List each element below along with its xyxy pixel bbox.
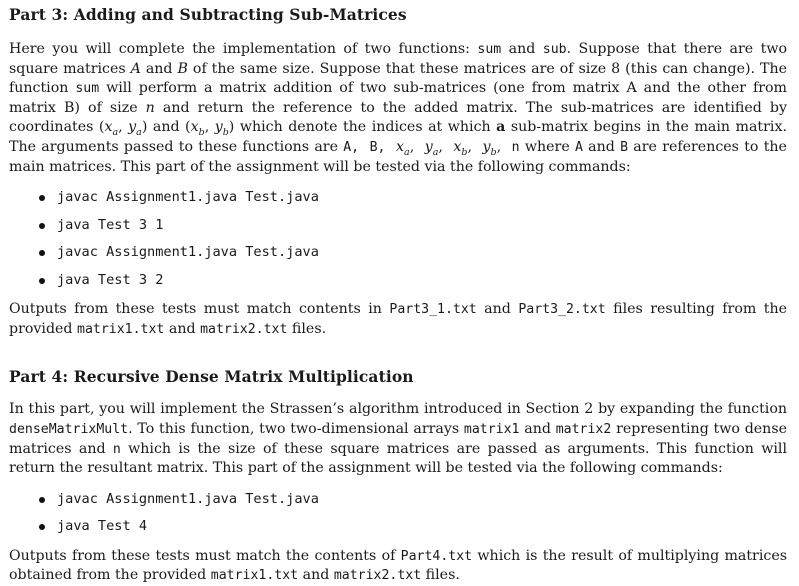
math-coord-b: ($x_b$, $y_b$) — [185, 119, 235, 139]
command-item — [9, 212, 787, 240]
file-part3-2: Part3_2.txt — [518, 302, 606, 318]
command-text: javac Assignment1.java Test.java — [57, 189, 319, 206]
part3-heading: Part 3: Adding and Subtracting Sub-Matrices — [9, 5, 407, 24]
part3-outro-paragraph: Outputs from these tests must match contents in Part3_1.txt and Part3_2.txt files resulting from the provided matrix1.txt and matrix2.txt files. — [9, 301, 787, 337]
math-arg-yb: $y_b$, — [482, 138, 502, 158]
command-item — [9, 267, 787, 295]
math-arg-xb: $x_b$, — [453, 138, 473, 158]
code-matrix1: matrix1 — [463, 421, 520, 437]
part3-command-list — [9, 184, 787, 294]
bullet-icon — [39, 223, 45, 229]
file-matrix1: matrix1.txt — [210, 568, 299, 584]
code-ref-A: A — [574, 139, 583, 155]
command-item — [9, 239, 787, 267]
math-n: n — [145, 99, 155, 116]
command-text: javac Assignment1.java Test.java — [57, 244, 319, 261]
bullet-icon — [39, 195, 45, 201]
file-matrix2: matrix2.txt — [333, 568, 422, 584]
math-coord-a: ($x_a$, $y_a$) — [98, 119, 148, 139]
bullet-icon — [39, 524, 45, 530]
code-arg-n: n — [511, 139, 520, 155]
bullet-icon — [39, 250, 45, 256]
code-n: n — [112, 441, 121, 457]
code-sum-2: sum — [75, 81, 100, 97]
math-arg-xa: $x_a$, — [396, 138, 415, 158]
file-part4: Part4.txt — [400, 548, 473, 564]
code-dense-matrix-mult: denseMatrixMult — [9, 421, 129, 437]
command-item — [9, 486, 787, 514]
bullet-icon — [39, 278, 45, 284]
command-item — [9, 513, 787, 541]
part4-intro-paragraph: In this part, you will implement the Strassen’s algorithm introduced in Section 2 by expanding the function denseMatrixMult. To this function, two two-dimensional arrays matrix1 and matrix2 representing two dense matrices and n which is the size of these square matrices are passed as arguments. This function will return the resultant matrix. This part of the assignment will be tested via the following commands: — [9, 401, 788, 477]
command-text: java Test 4 — [57, 518, 148, 535]
part4-command-list — [9, 486, 787, 541]
file-part3-1: Part3_1.txt — [389, 302, 477, 318]
command-item — [9, 184, 787, 212]
part4-heading: Part 4: Recursive Dense Matrix Multiplication — [9, 367, 414, 387]
command-text: java Test 3 2 — [57, 271, 164, 288]
code-arg-A: A, — [343, 139, 360, 155]
file-matrix2: matrix2.txt — [200, 321, 288, 337]
math-arg-ya: $y_a$, — [424, 138, 443, 158]
math-B: B — [177, 60, 188, 77]
command-text: javac Assignment1.java Test.java — [57, 490, 319, 507]
bullet-icon — [39, 497, 45, 503]
code-sub: sub — [542, 42, 567, 57]
code-arg-B: B, — [369, 139, 386, 155]
code-ref-B: B — [620, 139, 629, 155]
code-sum: sum — [477, 42, 502, 57]
command-text: java Test 3 1 — [57, 216, 164, 233]
code-matrix2: matrix2 — [555, 421, 612, 437]
math-A: A — [130, 60, 141, 77]
file-matrix1: matrix1.txt — [77, 321, 165, 337]
part4-outro-paragraph: Outputs from these tests must match the contents of Part4.txt which is the result of multiplying matrices obtained from the provided matrix1.txt and matrix2.txt files. — [9, 547, 787, 584]
part3-intro-paragraph: Here you will complete the implementation of two functions: sum and sub. Suppose that there are two square matrices A and B of the same size. Suppose that these matrices are of size 8 (this can change). The function sum will perform a matrix addition of two sub-matrices (one from matrix A and the other from matrix B) of size n and return the reference to the added matrix. The sub-matrices are identified by coordinates ($x_a$, $y_a$) and ($x_b$, $y_b$) which denote the indices at which a sub-matrix begins in the main matrix. The arguments passed to these functions are A, B, $x_a$, $y_a$, $x_b$, $y_b$, n where A and B are references to the main matrices. This part of the assignment will be tested via the following commands: — [9, 41, 788, 175]
